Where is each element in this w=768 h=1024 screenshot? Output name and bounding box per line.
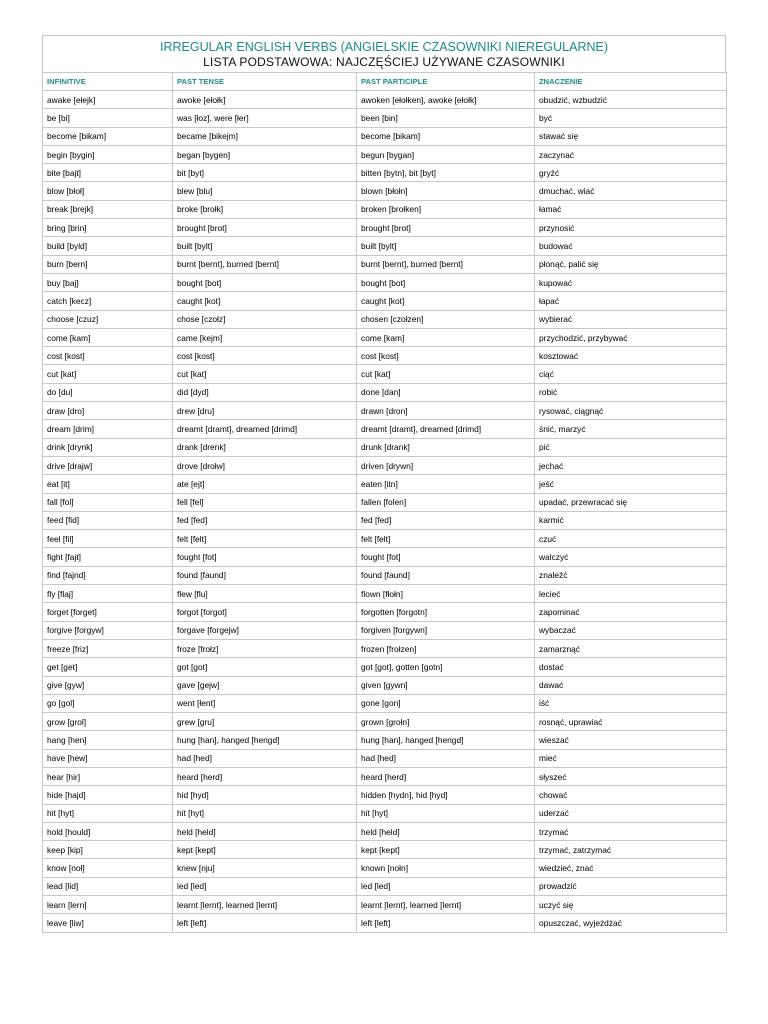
table-row xyxy=(43,639,727,657)
cell-infinitive: blow [błoł] xyxy=(43,182,173,200)
cell-infinitive: hide [hajd] xyxy=(43,786,173,804)
title-box xyxy=(42,35,726,72)
cell-past-participle: led [led] xyxy=(357,877,535,895)
cell-past-participle: bitten [bytn], bit [byt] xyxy=(357,164,535,182)
cell-past-tense: left [left] xyxy=(173,914,357,932)
cell-past-tense: fell [fel] xyxy=(173,493,357,511)
cell-past-tense: burnt [bernt], burned [bernt] xyxy=(173,255,357,273)
cell-infinitive: leave [liw] xyxy=(43,914,173,932)
cell-znaczenie: budować xyxy=(535,237,727,255)
table-row xyxy=(43,530,727,548)
cell-znaczenie: karmić xyxy=(535,511,727,529)
cell-past-participle: held [held] xyxy=(357,822,535,840)
cell-past-tense: forgave [forgejw] xyxy=(173,621,357,639)
cell-infinitive: drink [drynk] xyxy=(43,438,173,456)
cell-infinitive: choose [czuz] xyxy=(43,310,173,328)
cell-past-tense: came [kejm] xyxy=(173,328,357,346)
cell-infinitive: hang [hen] xyxy=(43,731,173,749)
table-row xyxy=(43,237,727,255)
cell-infinitive: freeze [friz] xyxy=(43,639,173,657)
column-header-infinitive: INFINITIVE xyxy=(43,73,173,91)
cell-past-participle: caught [kot] xyxy=(357,292,535,310)
table-row xyxy=(43,438,727,456)
cell-znaczenie: zapominać xyxy=(535,603,727,621)
cell-past-tense: built [bylt] xyxy=(173,237,357,255)
cell-znaczenie: rosnąć, uprawiać xyxy=(535,713,727,731)
cell-past-participle: flown [fłołn] xyxy=(357,585,535,603)
cell-past-participle: felt [felt] xyxy=(357,530,535,548)
cell-past-tense: knew [nju] xyxy=(173,859,357,877)
column-header-past-tense: PAST TENSE xyxy=(173,73,357,91)
cell-past-tense: grew [gru] xyxy=(173,713,357,731)
cell-past-tense: fed [fed] xyxy=(173,511,357,529)
column-header-znaczenie: ZNACZENIE xyxy=(535,73,727,91)
cell-znaczenie: płonąć, palić się xyxy=(535,255,727,273)
cell-past-tense: cost [kost] xyxy=(173,347,357,365)
cell-znaczenie: przychodzić, przybywać xyxy=(535,328,727,346)
cell-infinitive: lead [lid] xyxy=(43,877,173,895)
cell-past-participle: forgotten [forgotn] xyxy=(357,603,535,621)
cell-past-tense: chose [czołz] xyxy=(173,310,357,328)
cell-infinitive: become [bikam] xyxy=(43,127,173,145)
cell-infinitive: be [bi] xyxy=(43,109,173,127)
cell-infinitive: bring [brin] xyxy=(43,219,173,237)
cell-past-tense: blew [blu] xyxy=(173,182,357,200)
cell-past-participle: begun [bygan] xyxy=(357,145,535,163)
cell-past-participle: become [bikam] xyxy=(357,127,535,145)
table-row xyxy=(43,694,727,712)
cell-infinitive: cost [kost] xyxy=(43,347,173,365)
cell-infinitive: eat [it] xyxy=(43,475,173,493)
cell-past-participle: drunk [drank] xyxy=(357,438,535,456)
cell-infinitive: know [noł] xyxy=(43,859,173,877)
cell-znaczenie: łamać xyxy=(535,200,727,218)
cell-infinitive: forgive [forgyw] xyxy=(43,621,173,639)
cell-infinitive: get [get] xyxy=(43,658,173,676)
cell-znaczenie: chować xyxy=(535,786,727,804)
cell-past-participle: broken [brołken] xyxy=(357,200,535,218)
cell-past-participle: known [nołn] xyxy=(357,859,535,877)
table-row xyxy=(43,182,727,200)
table-row xyxy=(43,219,727,237)
cell-infinitive: drive [drajw] xyxy=(43,456,173,474)
cell-znaczenie: mieć xyxy=(535,749,727,767)
cell-past-tense: forgot [forgot] xyxy=(173,603,357,621)
cell-past-participle: heard [herd] xyxy=(357,767,535,785)
cell-past-participle: given [gywn] xyxy=(357,676,535,694)
cell-infinitive: feed [fid] xyxy=(43,511,173,529)
verbs-table xyxy=(42,72,727,933)
table-row xyxy=(43,713,727,731)
cell-infinitive: draw [dro] xyxy=(43,402,173,420)
cell-past-participle: learnt [lernt], learned [lernt] xyxy=(357,896,535,914)
table-row xyxy=(43,585,727,603)
cell-infinitive: dream [drim] xyxy=(43,420,173,438)
page-title: IRREGULAR ENGLISH VERBS (ANGIELSKIE CZASOWNIKI NIEREGULARNE) xyxy=(159,40,608,54)
table-row xyxy=(43,255,727,273)
table-row xyxy=(43,365,727,383)
cell-infinitive: fight [fajt] xyxy=(43,548,173,566)
cell-znaczenie: być xyxy=(535,109,727,127)
cell-past-participle: awoken [ełołken], awoke [ełołk] xyxy=(357,91,535,109)
cell-infinitive: bite [bajt] xyxy=(43,164,173,182)
cell-infinitive: come [kam] xyxy=(43,328,173,346)
cell-past-tense: awoke [ełołk] xyxy=(173,91,357,109)
cell-past-participle: done [dan] xyxy=(357,383,535,401)
table-row xyxy=(43,841,727,859)
cell-past-participle: had [hed] xyxy=(357,749,535,767)
cell-znaczenie: trzymać, zatrzymać xyxy=(535,841,727,859)
cell-znaczenie: wiedzieć, znać xyxy=(535,859,727,877)
cell-past-participle: bought [bot] xyxy=(357,273,535,291)
table-row xyxy=(43,548,727,566)
cell-past-participle: hidden [hydn], hid [hyd] xyxy=(357,786,535,804)
cell-znaczenie: uderzać xyxy=(535,804,727,822)
table-row xyxy=(43,493,727,511)
cell-znaczenie: rysować, ciągnąć xyxy=(535,402,727,420)
table-row xyxy=(43,200,727,218)
table-row xyxy=(43,877,727,895)
cell-past-tense: led [led] xyxy=(173,877,357,895)
cell-past-tense: held [held] xyxy=(173,822,357,840)
cell-znaczenie: uczyć się xyxy=(535,896,727,914)
cell-infinitive: grow [grol] xyxy=(43,713,173,731)
page-subtitle: LISTA PODSTAWOWA: NAJCZĘŚCIEJ UŻYWANE CZASOWNIKI xyxy=(203,55,565,69)
cell-past-participle: blown [błołn] xyxy=(357,182,535,200)
verb-sheet xyxy=(42,35,726,933)
cell-znaczenie: ciąć xyxy=(535,365,727,383)
cell-znaczenie: zaczynać xyxy=(535,145,727,163)
cell-infinitive: buy [baj] xyxy=(43,273,173,291)
cell-past-participle: built [bylt] xyxy=(357,237,535,255)
table-row xyxy=(43,402,727,420)
table-row xyxy=(43,603,727,621)
cell-znaczenie: przynosić xyxy=(535,219,727,237)
cell-past-tense: learnt [lernt], learned [lernt] xyxy=(173,896,357,914)
table-row xyxy=(43,456,727,474)
cell-infinitive: fly [flaj] xyxy=(43,585,173,603)
cell-past-participle: fallen [folen] xyxy=(357,493,535,511)
cell-past-tense: cut [kat] xyxy=(173,365,357,383)
cell-past-participle: eaten [itn] xyxy=(357,475,535,493)
cell-infinitive: hear [hir] xyxy=(43,767,173,785)
table-row xyxy=(43,786,727,804)
cell-infinitive: have [hew] xyxy=(43,749,173,767)
cell-infinitive: cut [kat] xyxy=(43,365,173,383)
cell-past-participle: drawn [dron] xyxy=(357,402,535,420)
cell-past-participle: hit [hyt] xyxy=(357,804,535,822)
cell-znaczenie: śnić, marzyć xyxy=(535,420,727,438)
cell-past-participle: chosen [czołzen] xyxy=(357,310,535,328)
table-row xyxy=(43,475,727,493)
table-row xyxy=(43,822,727,840)
cell-past-tense: went [łent] xyxy=(173,694,357,712)
cell-znaczenie: wybaczać xyxy=(535,621,727,639)
table-row xyxy=(43,347,727,365)
cell-znaczenie: jeść xyxy=(535,475,727,493)
cell-znaczenie: trzymać xyxy=(535,822,727,840)
cell-infinitive: keep [kip] xyxy=(43,841,173,859)
table-row xyxy=(43,658,727,676)
cell-infinitive: begin [bygin] xyxy=(43,145,173,163)
cell-past-participle: dreamt [dramt], dreamed [drimd] xyxy=(357,420,535,438)
cell-past-participle: been [bin] xyxy=(357,109,535,127)
table-row xyxy=(43,420,727,438)
cell-past-tense: had [hed] xyxy=(173,749,357,767)
cell-past-participle: forgiven [forgywn] xyxy=(357,621,535,639)
table-row xyxy=(43,109,727,127)
cell-past-tense: drank [drenk] xyxy=(173,438,357,456)
cell-past-tense: flew [flu] xyxy=(173,585,357,603)
cell-past-tense: became [bikejm] xyxy=(173,127,357,145)
table-row xyxy=(43,731,727,749)
cell-past-tense: hung [han], hanged [hengd] xyxy=(173,731,357,749)
cell-past-tense: was [łoz], were [łer] xyxy=(173,109,357,127)
cell-past-tense: heard [herd] xyxy=(173,767,357,785)
cell-past-participle: gone [gon] xyxy=(357,694,535,712)
cell-infinitive: feel [fil] xyxy=(43,530,173,548)
cell-past-tense: began [bygen] xyxy=(173,145,357,163)
cell-past-participle: hung [han], hanged [hengd] xyxy=(357,731,535,749)
cell-infinitive: learn [lern] xyxy=(43,896,173,914)
cell-infinitive: hold [hould] xyxy=(43,822,173,840)
cell-znaczenie: gryźć xyxy=(535,164,727,182)
cell-past-tense: found [faund] xyxy=(173,566,357,584)
cell-znaczenie: łapać xyxy=(535,292,727,310)
table-row xyxy=(43,164,727,182)
table-row xyxy=(43,566,727,584)
table-row xyxy=(43,621,727,639)
cell-znaczenie: dmuchać, wiać xyxy=(535,182,727,200)
cell-past-participle: brought [brot] xyxy=(357,219,535,237)
cell-znaczenie: czuć xyxy=(535,530,727,548)
cell-znaczenie: znaleźć xyxy=(535,566,727,584)
cell-past-participle: kept [kept] xyxy=(357,841,535,859)
cell-past-tense: did [dyd] xyxy=(173,383,357,401)
cell-past-participle: frozen [frołzen] xyxy=(357,639,535,657)
cell-past-tense: dreamt [dramt], dreamed [drimd] xyxy=(173,420,357,438)
cell-past-tense: drove [drołw] xyxy=(173,456,357,474)
table-row xyxy=(43,292,727,310)
table-body xyxy=(43,91,727,933)
cell-znaczenie: wieszać xyxy=(535,731,727,749)
column-header-past-participle: PAST PARTICIPLE xyxy=(357,73,535,91)
cell-znaczenie: obudzić, wzbudzić xyxy=(535,91,727,109)
cell-infinitive: build [byld] xyxy=(43,237,173,255)
cell-past-tense: ate [ejt] xyxy=(173,475,357,493)
table-row xyxy=(43,328,727,346)
cell-infinitive: break [brejk] xyxy=(43,200,173,218)
cell-znaczenie: zamarznąć xyxy=(535,639,727,657)
table-header-row xyxy=(43,73,727,91)
cell-znaczenie: opuszczać, wyjeżdżać xyxy=(535,914,727,932)
cell-infinitive: fall [fol] xyxy=(43,493,173,511)
cell-znaczenie: stawać się xyxy=(535,127,727,145)
cell-infinitive: forget [forget] xyxy=(43,603,173,621)
cell-znaczenie: dostać xyxy=(535,658,727,676)
cell-infinitive: find [fajnd] xyxy=(43,566,173,584)
cell-past-tense: broke [brołk] xyxy=(173,200,357,218)
cell-past-participle: found [faund] xyxy=(357,566,535,584)
cell-past-tense: froze [frołz] xyxy=(173,639,357,657)
cell-past-participle: fought [fot] xyxy=(357,548,535,566)
cell-znaczenie: robić xyxy=(535,383,727,401)
cell-past-tense: gave [gejw] xyxy=(173,676,357,694)
table-row xyxy=(43,804,727,822)
cell-znaczenie: słyszeć xyxy=(535,767,727,785)
cell-infinitive: burn [bern] xyxy=(43,255,173,273)
cell-znaczenie: dawać xyxy=(535,676,727,694)
cell-infinitive: hit [hyt] xyxy=(43,804,173,822)
cell-infinitive: awake [ełejk] xyxy=(43,91,173,109)
cell-znaczenie: upadać, przewracać się xyxy=(535,493,727,511)
cell-past-tense: got [got] xyxy=(173,658,357,676)
cell-past-participle: driven [drywn] xyxy=(357,456,535,474)
cell-znaczenie: walczyć xyxy=(535,548,727,566)
cell-znaczenie: kosztować xyxy=(535,347,727,365)
cell-past-tense: brought [brot] xyxy=(173,219,357,237)
cell-past-tense: bit [byt] xyxy=(173,164,357,182)
cell-znaczenie: kupować xyxy=(535,273,727,291)
table-row xyxy=(43,127,727,145)
cell-past-tense: hid [hyd] xyxy=(173,786,357,804)
cell-znaczenie: jechać xyxy=(535,456,727,474)
cell-infinitive: give [gyw] xyxy=(43,676,173,694)
table-row xyxy=(43,767,727,785)
cell-infinitive: catch [kecz] xyxy=(43,292,173,310)
table-row xyxy=(43,914,727,932)
cell-infinitive: go [gol] xyxy=(43,694,173,712)
cell-past-tense: fought [fot] xyxy=(173,548,357,566)
table-row xyxy=(43,91,727,109)
cell-znaczenie: lecieć xyxy=(535,585,727,603)
cell-znaczenie: pić xyxy=(535,438,727,456)
cell-past-tense: bought [bot] xyxy=(173,273,357,291)
cell-past-tense: drew [dru] xyxy=(173,402,357,420)
cell-znaczenie: wybierać xyxy=(535,310,727,328)
table-row xyxy=(43,749,727,767)
cell-past-tense: hit [hyt] xyxy=(173,804,357,822)
cell-znaczenie: prowadzić xyxy=(535,877,727,895)
cell-past-tense: felt [felt] xyxy=(173,530,357,548)
table-row xyxy=(43,273,727,291)
cell-past-tense: caught [kot] xyxy=(173,292,357,310)
table-row xyxy=(43,511,727,529)
cell-past-participle: come [kam] xyxy=(357,328,535,346)
cell-past-participle: grown [grołn] xyxy=(357,713,535,731)
cell-past-participle: cost [kost] xyxy=(357,347,535,365)
cell-past-participle: got [got], gotten [gotn] xyxy=(357,658,535,676)
table-row xyxy=(43,310,727,328)
table-row xyxy=(43,676,727,694)
cell-past-participle: left [left] xyxy=(357,914,535,932)
table-row xyxy=(43,383,727,401)
table-row xyxy=(43,896,727,914)
cell-past-participle: cut [kat] xyxy=(357,365,535,383)
cell-past-participle: burnt [bernt], burned [bernt] xyxy=(357,255,535,273)
cell-znaczenie: iść xyxy=(535,694,727,712)
cell-past-tense: kept [kept] xyxy=(173,841,357,859)
table-row xyxy=(43,145,727,163)
cell-past-participle: fed [fed] xyxy=(357,511,535,529)
cell-infinitive: do [du] xyxy=(43,383,173,401)
table-row xyxy=(43,859,727,877)
